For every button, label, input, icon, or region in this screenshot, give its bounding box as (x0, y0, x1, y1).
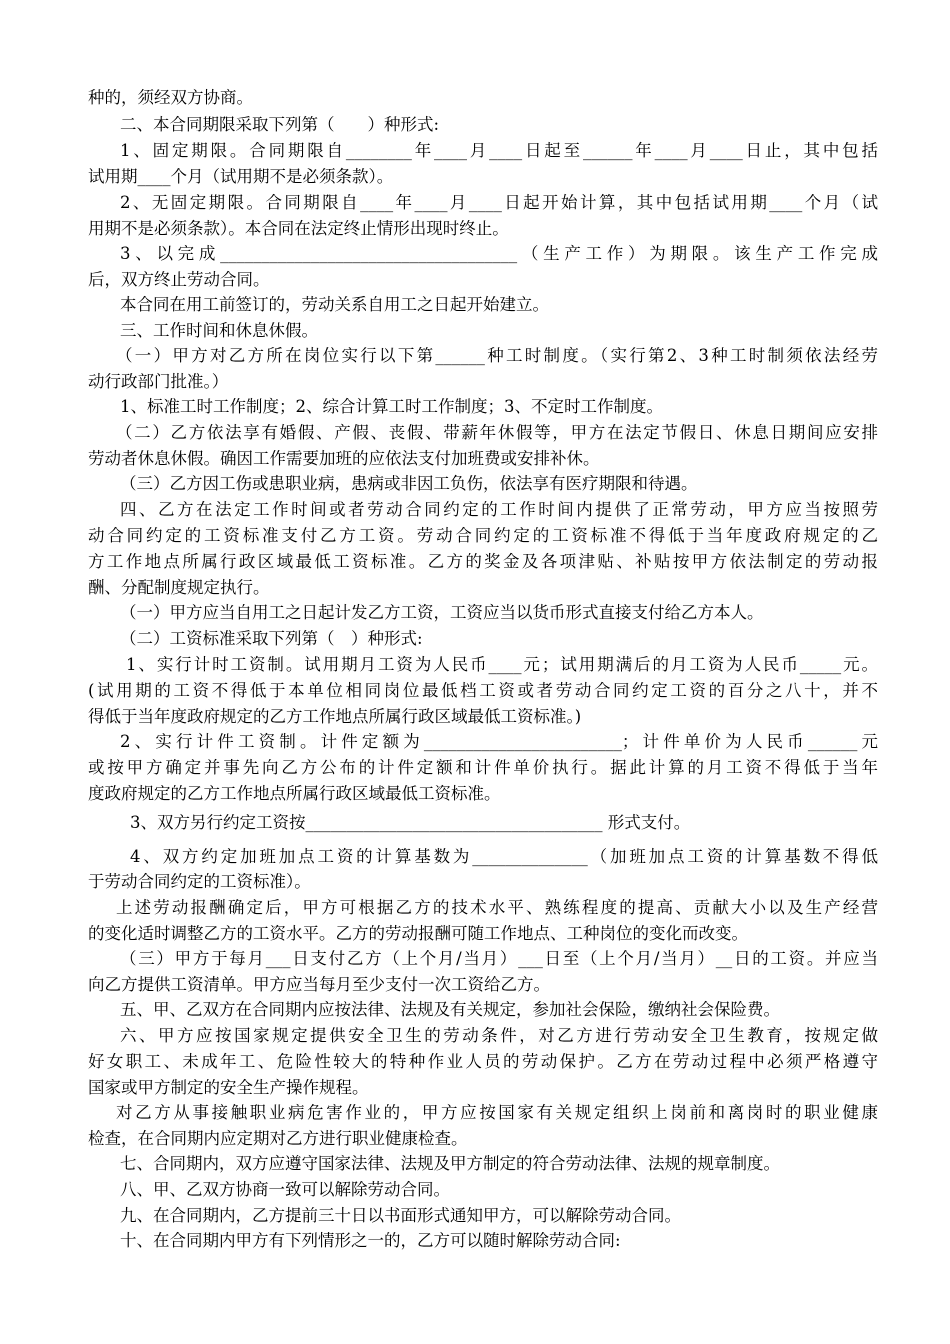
text-line: 后，双方终止劳动合同。 (88, 270, 270, 289)
text-line: 方工作地点所属行政区域最低工资标准。乙方的奖金及各项津贴、补贴按甲方依法制定的劳动报 (88, 552, 878, 571)
text-line: 2、实行计件工资制。计件定额为________________________；计件单价为人民币______元 (120, 732, 878, 751)
text-line: （一）甲方对乙方所在岗位实行以下第______种工时制度。（实行第2、3种工时制须依法经劳 (116, 346, 878, 365)
text-line: 3、以完成____________________________________（生产工作）为期限。该生产工作完成 (120, 244, 878, 263)
text-line: 1、实行计时工资制。试用期月工资为人民币____元；试用期满后的月工资为人民币_____元。 (126, 655, 878, 674)
text-line: 四、乙方在法定工作时间或者劳动合同约定的工作时间内提供了正常劳动，甲方应当按照劳 (120, 500, 878, 519)
text-line: 种的，须经双方协商。 (88, 88, 253, 107)
text-line: 或按甲方确定并事先向乙方公布的计件定额和计件单价执行。据此计算的月工资不得低于当年 (88, 758, 878, 777)
text-line: 十、在合同期内甲方有下列情形之一的，乙方可以随时解除劳动合同: (120, 1231, 621, 1250)
text-line: 2、无固定期限。合同期限自____年____月____日起开始计算，其中包括试用期____个月（试 (120, 193, 878, 212)
text-line: 六、甲方应按国家规定提供安全卫生的劳动条件，对乙方进行劳动安全卫生教育，按规定做 (120, 1026, 878, 1045)
text-line: 向乙方提供工资清单。甲方应当每月至少支付一次工资给乙方。 (88, 975, 550, 994)
text-line: 得低于当年度政府规定的乙方工作地点所属行政区域最低工资标准。) (88, 707, 582, 726)
text-line: （三）乙方因工伤或患职业病，患病或非因工负伤，依法享有医疗期限和待遇。 (120, 474, 698, 493)
text-line: 对乙方从事接触职业病危害作业的，甲方应按国家有关规定组织上岗前和离岗时的职业健康 (116, 1103, 878, 1122)
text-line: （三）甲方于每月___日支付乙方（上个月/当月）___日至（上个月/当月）__日的工资。并应当 (120, 949, 878, 968)
text-line: 度政府规定的乙方工作地点所属行政区域最低工资标准。 (88, 784, 501, 803)
text-line: （一）甲方应当自用工之日起计发乙方工资，工资应当以货币形式直接支付给乙方本人。 (120, 603, 764, 622)
text-line: (试用期的工资不得低于本单位相同岗位最低档工资或者劳动合同约定工资的百分之八十，并不 (88, 681, 878, 700)
text-line: 二、本合同期限采取下列第（ ）种形式: (120, 115, 440, 134)
text-line: 七、合同期内，双方应遵守国家法律、法规及甲方制定的符合劳动法律、法规的规章制度。 (120, 1154, 780, 1173)
text-line: 检查，在合同期内应定期对乙方进行职业健康检查。 (88, 1129, 468, 1148)
text-line: 上述劳动报酬确定后，甲方可根据乙方的技术水平、熟练程度的提高、贡献大小以及生产经营 (116, 898, 878, 917)
text-line: 酬、分配制度规定执行。 (88, 578, 270, 597)
text-line: 好女职工、未成年工、危险性较大的特种作业人员的劳动保护。乙方在劳动过程中必须严格遵守 (88, 1052, 878, 1071)
text-line: （二）乙方依法享有婚假、产假、丧假、带薪年休假等，甲方在法定节假日、休息日期间应安排 (116, 423, 878, 442)
text-line: 动行政部门批准。） (88, 372, 229, 391)
text-line: 用期不是必须条款）。本合同在法定终止情形出现时终止。 (88, 219, 509, 238)
text-line: 八、甲、乙双方协商一致可以解除劳动合同。 (120, 1180, 450, 1199)
text-line: 九、在合同期内，乙方提前三十日以书面形式通知甲方，可以解除劳动合同。 (120, 1206, 681, 1225)
text-line: 1、固定期限。合同期限自________年____月____日起至______年____月____日止，其中包括 (120, 141, 878, 160)
text-line: 本合同在用工前签订的，劳动关系自用工之日起开始建立。 (120, 295, 549, 314)
text-line: （二）工资标准采取下列第（ ）种形式: (120, 629, 423, 648)
text-line: 于劳动合同约定的工资标准）。 (88, 872, 311, 891)
text-line: 4、双方约定加班加点工资的计算基数为______________（加班加点工资的计算基数不得低 (130, 847, 878, 866)
text-line: 国家或甲方制定的安全生产操作规程。 (88, 1078, 369, 1097)
text-line: 劳动者休息休假。确因工作需要加班的应依法支付加班费或安排补休。 (88, 449, 600, 468)
text-line: 3、双方另行约定工资按____________________________________ 形式支付。 (130, 813, 691, 832)
text-line: 三、工作时间和休息休假。 (120, 321, 318, 340)
text-line: 试用期____个月（试用期不是必须条款）。 (88, 167, 394, 186)
text-line: 的变化适时调整乙方的工资水平。乙方的劳动报酬可随工作地点、工种岗位的变化而改变。 (88, 924, 748, 943)
text-line: 五、甲、乙双方在合同期内应按法律、法规及有关规定，参加社会保险，缴纳社会保险费。 (120, 1000, 780, 1019)
text-line: 动合同约定的工资标准支付乙方工资。劳动合同约定的工资标准不得低于当年度政府规定的乙 (88, 526, 878, 545)
text-line: 1、标准工时工作制度；2、综合计算工时工作制度；3、不定时工作制度。 (120, 397, 663, 416)
